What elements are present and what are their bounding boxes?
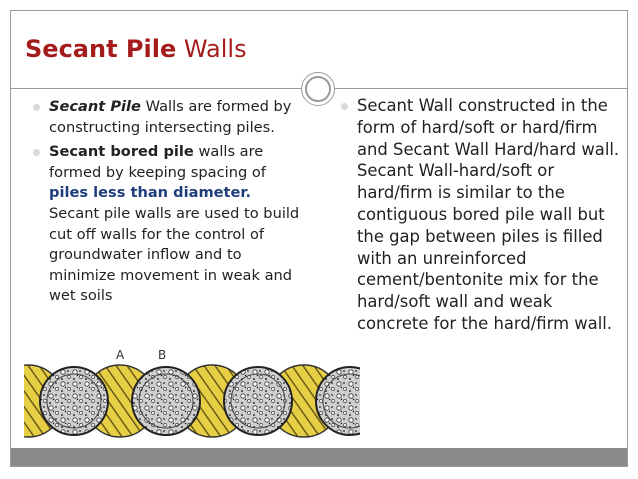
pile-label-b: B [158, 348, 167, 362]
left-bullet-1-text: Walls are formed by constructing intersecting piles. [49, 98, 292, 136]
footer-bar [11, 448, 627, 466]
slide [10, 10, 628, 467]
left-bullet-2-strong: Secant bored pile [49, 143, 194, 161]
left-bullet-1-strong: Secant Pile [49, 98, 141, 115]
left-bullet-2-highlight: piles less than diameter. [49, 184, 252, 202]
divider-ornament-icon [301, 72, 335, 106]
left-bullet-2 [33, 142, 303, 307]
right-bullet-1: Secant Wall constructed in the form of hard/soft or hard/firm and Secant Wall Hard/hard wall. Secant Wall-hard/soft or hard/firm is similar to the contiguous bored pile wall but the gap between piles is filled with an unreinforced cement/bentonite mix for the hard/soft wall and weak concrete for the hard/firm wall. [341, 95, 621, 335]
pile-label-a: A [116, 348, 125, 362]
left-bullet-2-text: walls are formed by keeping spacing of [49, 143, 266, 181]
slide-title [25, 35, 247, 63]
left-bullet-1 [33, 97, 303, 138]
title-rest: Walls [176, 35, 247, 63]
right-column [341, 95, 621, 335]
left-bullet-2-rest: Secant pile walls are used to build cut off walls for the control of groundwater inflow and to minimize movement in weak and wet soils [49, 204, 300, 305]
title-bold: Secant Pile [25, 35, 177, 63]
left-column [33, 97, 303, 307]
secant-pile-diagram [24, 345, 360, 443]
